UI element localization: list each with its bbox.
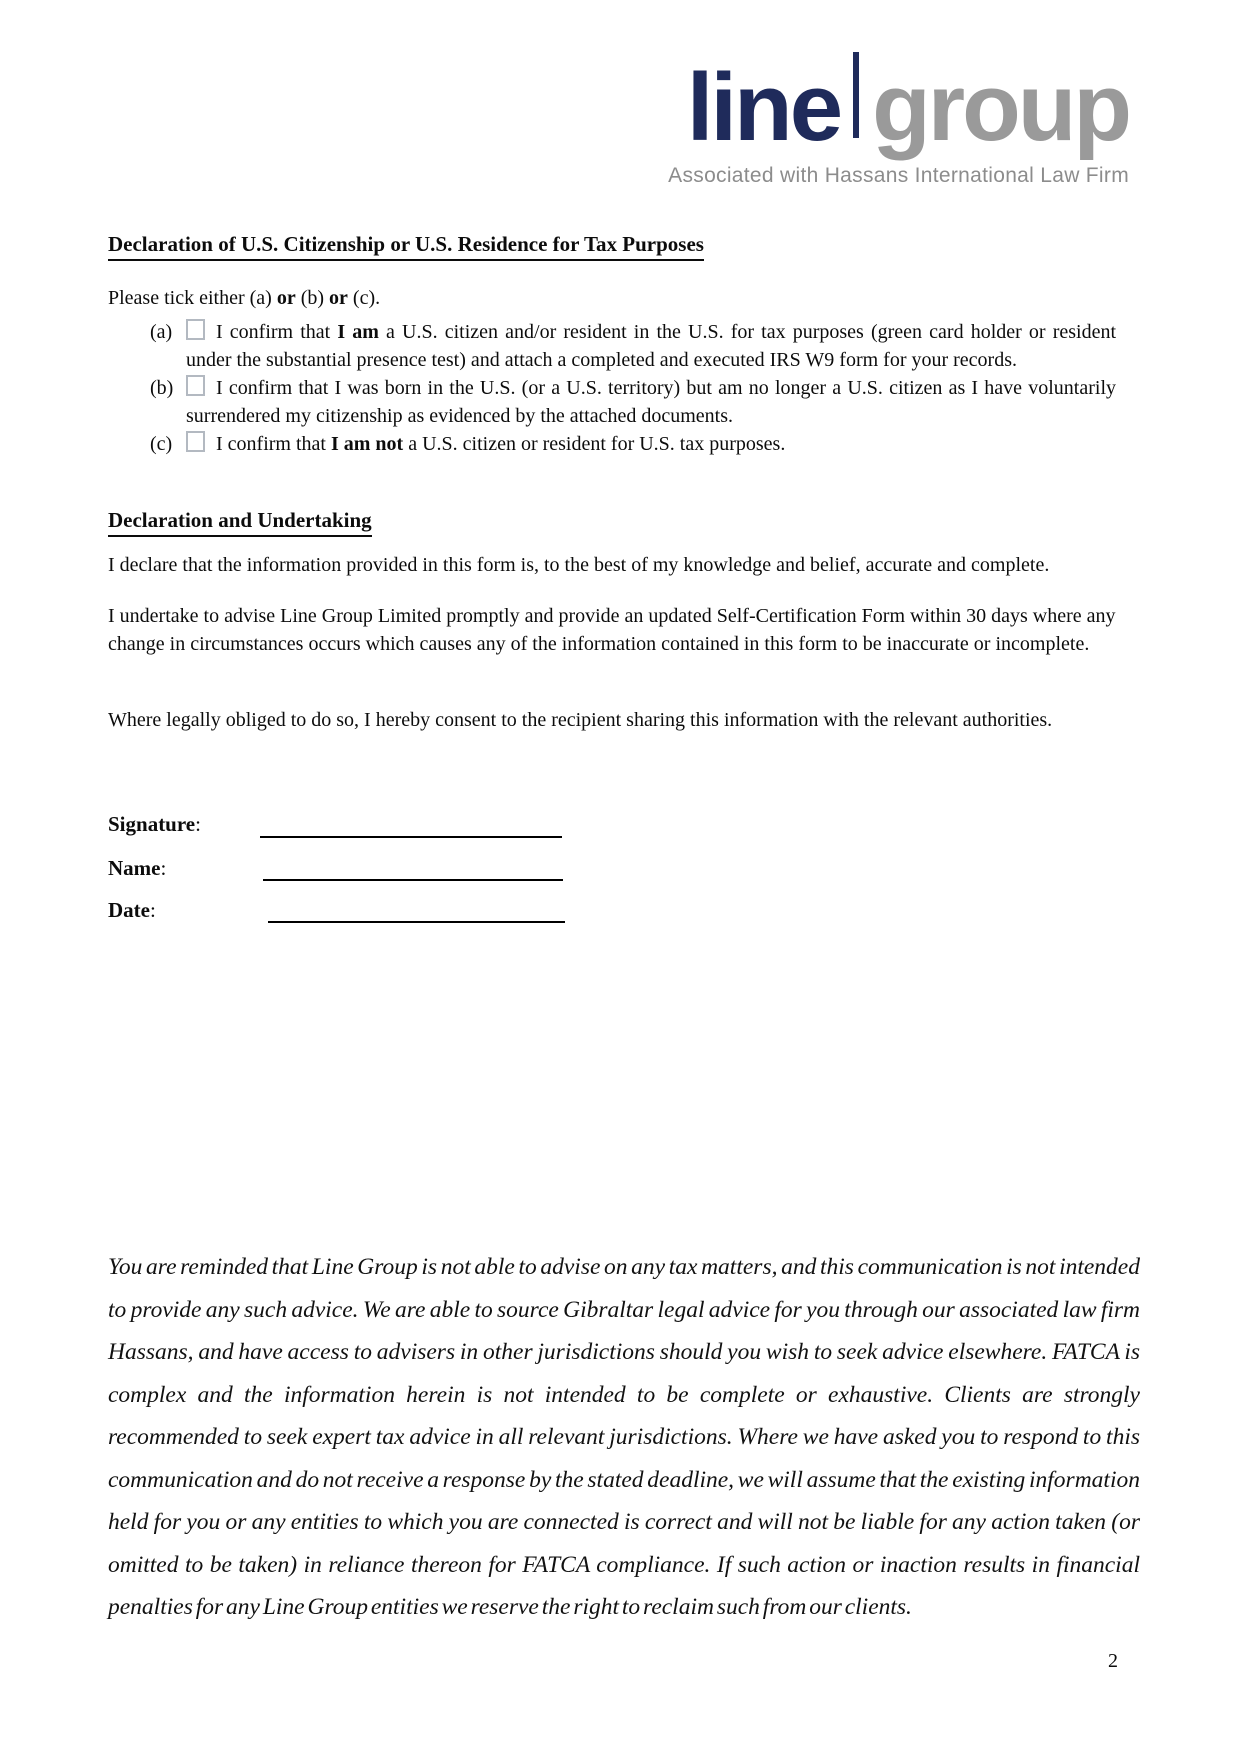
field-label-date: Date bbox=[108, 898, 150, 922]
option-marker: (b) bbox=[150, 377, 174, 399]
logo-group-text: group bbox=[872, 54, 1129, 161]
option-text-bold: I am bbox=[337, 321, 379, 343]
page-number: 2 bbox=[1108, 1650, 1118, 1672]
checkbox-icon[interactable] bbox=[186, 375, 205, 396]
signature-line bbox=[260, 836, 562, 838]
date-row bbox=[108, 898, 708, 928]
company-logo bbox=[668, 52, 1129, 188]
checkbox-icon[interactable] bbox=[186, 431, 205, 452]
field-label-signature: Signature bbox=[108, 812, 196, 836]
field-label-name: Name bbox=[108, 856, 161, 880]
options-list bbox=[108, 318, 1118, 458]
option-text: I confirm that bbox=[216, 433, 331, 455]
checkbox-icon[interactable] bbox=[186, 319, 205, 340]
field-colon: : bbox=[160, 856, 167, 880]
tax-disclaimer-text: You are reminded that Line Group is not able to advise on any tax matters, and this communication is not intended to provide any such advice. We are able to source Gibraltar legal advice for you through our associated law firm Hassans, and have access to advisers in other jurisdictions should you wish to seek advice elsewhere. FATCA is complex and the information herein is not intended to be complete or exhaustive. Clients are strongly recommended to seek expert tax advice in all relevant jurisdictions. Where we have asked you to respond to this communication and do not receive a response by the stated deadline, we will assume that the existing information held for you or any entities to which you are connected is correct and will not be liable for any action taken (or omitted to be taken) in reliance thereon for FATCA compliance. If such action or inaction results in financial penalties for any Line Group entities we reserve the right to reclaim such from our clients. bbox=[108, 1254, 1140, 1620]
option-marker: (a) bbox=[150, 321, 173, 343]
undertaking-paragraph-2: I undertake to advise Line Group Limited promptly and provide an updated Self-Certification Form within 30 days where any change in circumstances occurs which causes any of the information contained in this form to be inaccurate or incomplete. bbox=[108, 605, 1116, 655]
option-text-bold: I am not bbox=[330, 433, 404, 455]
signature-row bbox=[108, 812, 708, 842]
field-colon: : bbox=[195, 812, 201, 836]
option-text: a U.S. citizen and/or resident in the U.S. for tax purposes (green card holder or resident under the substantial presence test) and attach a completed and executed IRS W9 form for your records. bbox=[186, 321, 1116, 371]
undertaking-paragraph-3: Where legally obliged to do so, I hereby consent to the recipient sharing this information with the relevant authorities. bbox=[108, 709, 1053, 731]
intro-text: Please tick either (a) or (b) or (c). bbox=[108, 287, 381, 309]
name-line bbox=[263, 879, 563, 881]
option-item-b bbox=[108, 374, 1116, 430]
logo-tagline: Associated with Hassans International Law Firm bbox=[668, 164, 1129, 187]
undertaking-section-title: Declaration and Undertaking bbox=[108, 508, 372, 537]
logo-line-text: line bbox=[686, 54, 841, 161]
option-item-c bbox=[108, 430, 1116, 458]
option-text: a U.S. citizen or resident for U.S. tax purposes. bbox=[403, 433, 786, 455]
logo-divider-bar bbox=[853, 52, 859, 138]
declaration-section-title: Declaration of U.S. Citizenship or U.S. Residence for Tax Purposes bbox=[108, 232, 704, 261]
field-colon: : bbox=[149, 898, 156, 922]
logo-wordmark bbox=[668, 52, 1129, 161]
option-text: I confirm that bbox=[216, 321, 338, 343]
name-row bbox=[108, 856, 708, 886]
option-text: I confirm that I was born in the U.S. (or a U.S. territory) but am no longer a U.S. citizen as I have voluntarily surrendered my citizenship as evidenced by the attached documents. bbox=[186, 377, 1116, 427]
date-line bbox=[268, 921, 565, 923]
undertaking-paragraph-1: I declare that the information provided in this form is, to the best of my knowledge and belief, accurate and complete. bbox=[108, 554, 1050, 576]
option-marker: (c) bbox=[150, 433, 173, 455]
option-item-a bbox=[108, 318, 1116, 374]
